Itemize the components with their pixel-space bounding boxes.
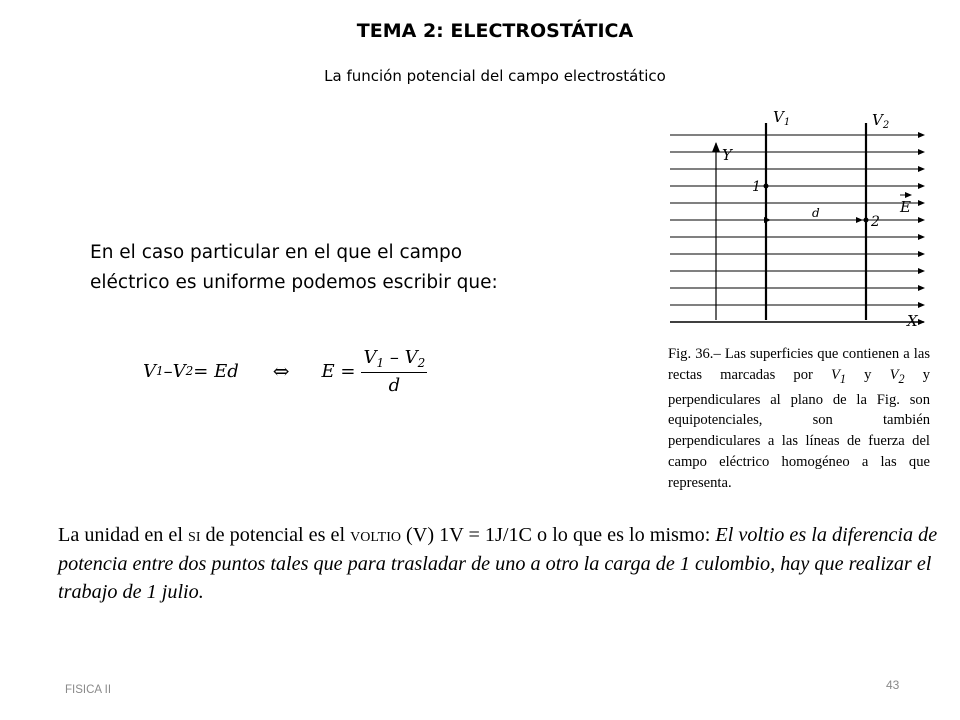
equivalence-symbol: ⇔ [272, 359, 290, 383]
unit-part-2: de potencial es el [200, 524, 351, 546]
slide-title: TEMA 2: ELECTROSTÁTICA [356, 20, 634, 42]
formula-fraction [361, 347, 427, 396]
caption-part-2: y [845, 366, 890, 383]
label-distance: d [812, 206, 820, 220]
intro-line-1: En el caso particular en el que el campo [90, 242, 463, 263]
unit-italic-definition: El voltio es la diferencia de potencia entre dos puntos tales que para trasladar de uno a otro la carga de 1 culombio, hay que realizar el trabajo de 1 julio. [58, 524, 938, 603]
unit-voltio: voltio [350, 524, 401, 546]
caption-v2: V [889, 366, 899, 383]
num-v2-sub: 2 [417, 355, 426, 370]
caption-part-1: Fig. 36.– Las superficies que contienen a las rectas marcadas por [668, 346, 930, 383]
caption-v1-sub: 1 [839, 371, 846, 386]
formula-v2: V [172, 360, 186, 382]
label-point-1: 1 [752, 179, 761, 195]
unit-part-1: La unidad en el [58, 524, 189, 546]
caption-v2-sub: 2 [898, 371, 905, 386]
intro-text [90, 238, 560, 298]
formula-v1-sub: 1 [156, 364, 164, 378]
unit-part-3: (V) 1V = 1J/1C o lo que es lo mismo: [400, 524, 716, 546]
num-minus: – [384, 346, 405, 368]
label-v2: $V_2$ [872, 111, 890, 131]
caption-v1: V [830, 366, 840, 383]
num-v1: V [363, 346, 377, 368]
slide-subtitle: La función potencial del campo electrostático [324, 67, 666, 85]
formula-e-equals: E = [321, 360, 356, 382]
label-point-2: 2 [871, 214, 880, 230]
equipotential-figure [660, 105, 940, 335]
formula-minus: – [163, 360, 173, 382]
caption-part-3: y perpendiculares al plano de la Fig. son equipotenciales, son también perpendiculares a las líneas de fuerza del campo eléctrico homogéneo a las que representa. [668, 366, 930, 491]
formula-equals-ed: = Ed [193, 360, 239, 382]
formula-v1: V [143, 360, 156, 382]
formula-v2-sub: 2 [185, 364, 194, 378]
footer-course: FISICA II [65, 684, 112, 696]
point-2-dot [864, 218, 869, 223]
point-1-dot [764, 184, 769, 189]
figure-caption [668, 344, 930, 493]
uniform-field-formula [143, 343, 427, 399]
fraction-denominator: d [388, 374, 401, 396]
num-v2: V [404, 346, 418, 368]
volt-definition [58, 521, 938, 607]
field-lines [670, 135, 924, 322]
label-v1: $V_1$ [773, 108, 791, 128]
unit-si: si [188, 524, 201, 546]
intro-line-2: eléctrico es uniforme podemos escribir que: [90, 272, 498, 293]
label-field-e: E [900, 198, 911, 216]
label-y-axis: Y [722, 146, 732, 164]
fraction-numerator [361, 347, 427, 373]
num-v1-sub: 1 [376, 355, 385, 370]
page-number: 43 [886, 678, 900, 692]
label-x-axis: X [907, 312, 918, 330]
